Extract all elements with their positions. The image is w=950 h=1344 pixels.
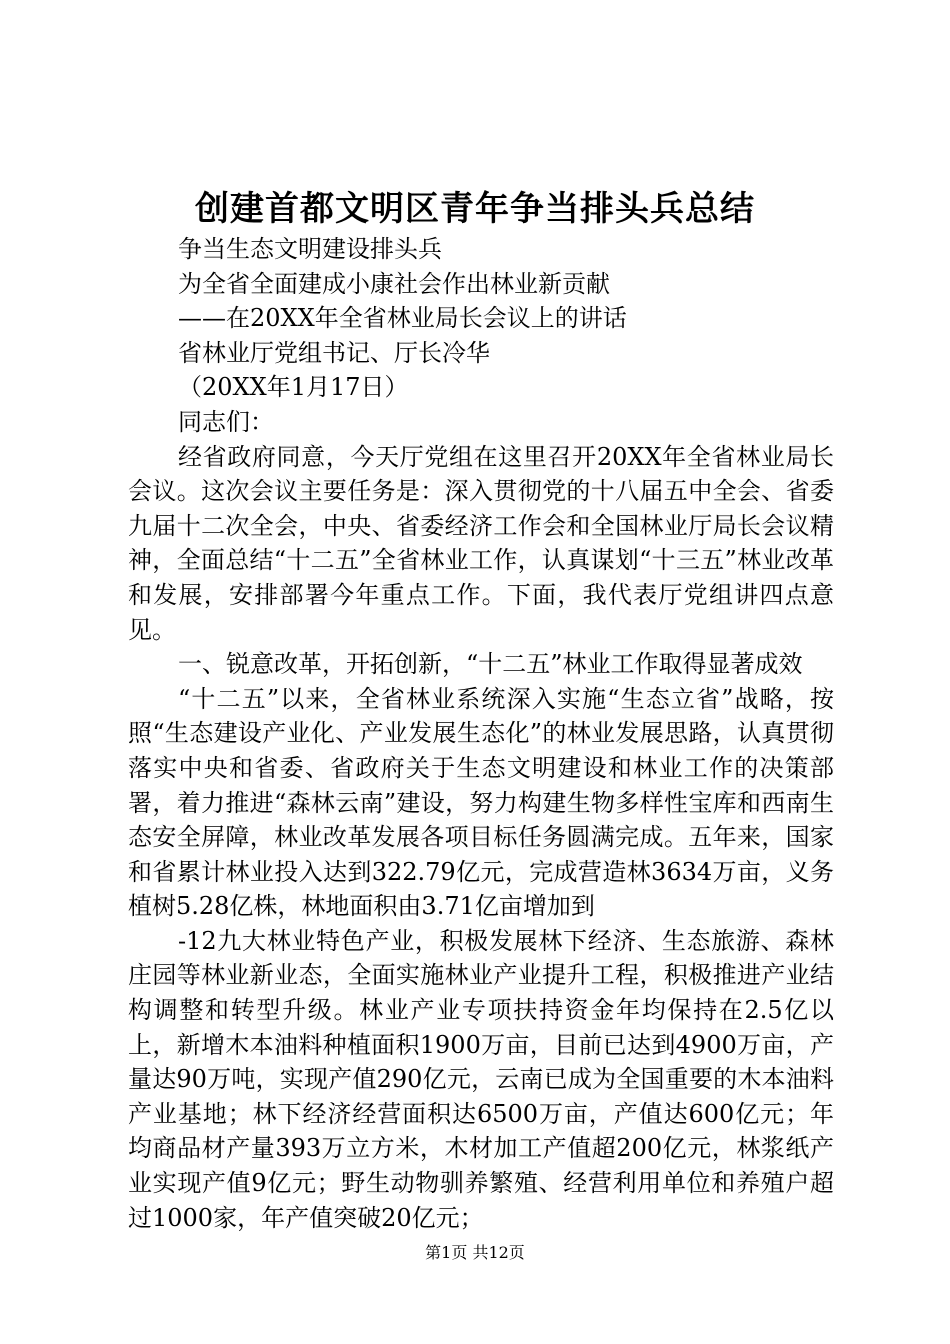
subtitle-line: 争当生态文明建设排头兵 xyxy=(178,235,442,263)
body-paragraph: “十二五”以来，全省林业系统深入实施“生态立省”战略，按照“生态建设产业化、产业发展生态化”的林业发展思路，认真贯彻落实中央和省委、省政府关于生态文明建设和林业工作的决策部署，着力推进“森林云南”建设，努力构建生物多样性宝库和西南生态安全屏障，林业改革发展各项目标任务圆满完成。五年来，国家和省累计林业投入达到322.79亿元，完成营造林3634万亩，义务植树5.28亿株，林地面积由3.71亿亩增加到 xyxy=(128,684,834,921)
subtitle-line: ——在20XX年全省林业局长会议上的讲话 xyxy=(178,304,627,333)
page-number-footer: 第1页 共12页 xyxy=(425,1243,525,1262)
body-paragraph: 经省政府同意，今天厅党组在这里召开20XX年全省林业局长会议。这次会议主要任务是：深入贯彻党的十八届五中全会、省委九届十二次全会，中央、省委经济工作会和全国林业厅局长会议精神，全面总结“十二五”全省林业工作，认真谋划“十三五”林业改革和发展，安排部署今年重点工作。下面，我代表厅党组讲四点意见。 xyxy=(128,442,834,644)
date-line: （20XX年1月17日） xyxy=(178,373,409,402)
section-heading: 一、锐意改革，开拓创新，“十二五”林业工作取得显著成效 xyxy=(178,650,803,679)
author-line: 省林业厅党组书记、厅长冷华 xyxy=(178,338,490,367)
document-body xyxy=(128,232,834,1235)
salutation-line: 同志们： xyxy=(178,407,274,436)
subtitle-line: 为全省全面建成小康社会作出林业新贡献 xyxy=(178,269,610,298)
body-paragraph: -12九大林业特色产业，积极发展林下经济、生态旅游、森林庄园等林业新业态，全面实施林业产业提升工程，积极推进产业结构调整和转型升级。林业产业专项扶持资金年均保持在2.5亿以上，新增木本油料种植面积1900万亩，目前已达到4900万亩，产量达90万吨，实现产值290亿元，云南已成为全国重要的木本油料产业基地；林下经济经营面积达6500万亩，产值达600亿元；年均商品材产量393万立方米，木材加工产值超200亿元，林浆纸产业实现产值9亿元；野生动物驯养繁殖、经营利用单位和养殖户超过1000家，年产值突破20亿元； xyxy=(128,926,834,1232)
document-title: 创建首都文明区青年争当排头兵总结 xyxy=(195,189,755,229)
